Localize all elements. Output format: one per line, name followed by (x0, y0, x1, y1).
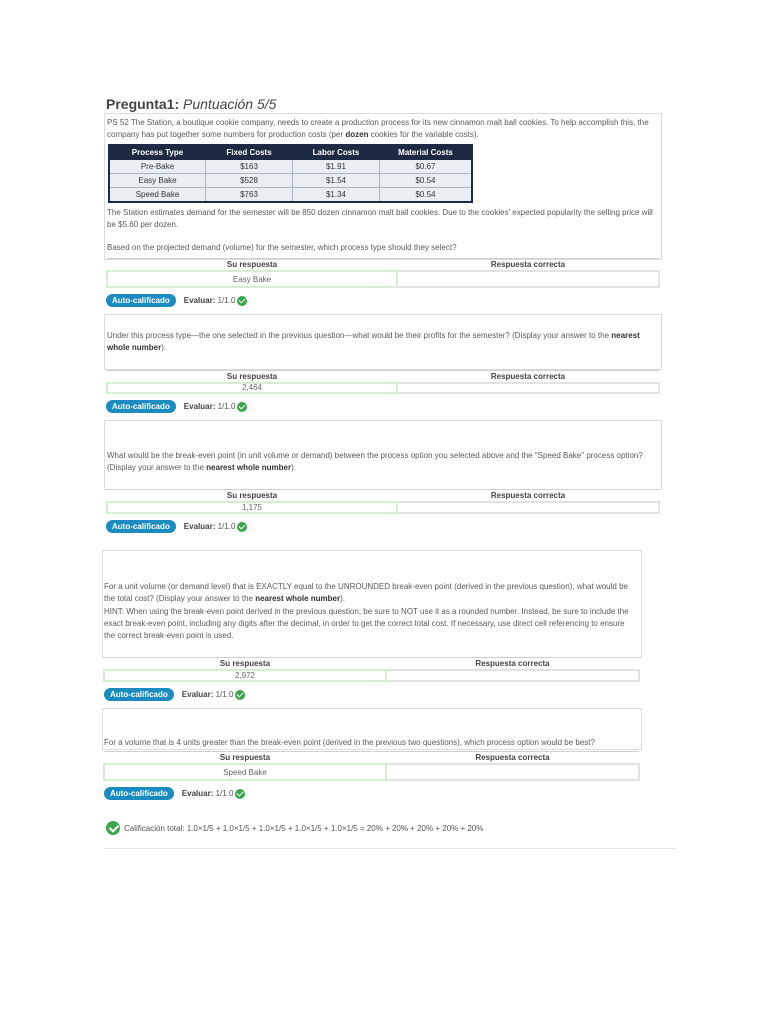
auto-graded-badge: Auto-calificado (106, 400, 176, 413)
your-answer-header: Su respuesta (107, 259, 397, 272)
grading-row-1 (106, 294, 247, 307)
correct-answer-value (386, 670, 639, 681)
auto-graded-badge: Auto-calificado (106, 294, 176, 307)
evaluation-score: Evaluar: 1/1.0 (181, 690, 234, 699)
correct-answer-value (397, 271, 659, 287)
page-title (106, 96, 276, 112)
grading-row-4 (104, 688, 245, 701)
total-score-text: Calificación total: 1.0×1/5 + 1.0×1/5 + 1.0×1/5 + 1.0×1/5 + 1.0×1/5 = 20% + 20% + 20% + 20% + 20% (124, 823, 484, 833)
evaluation-score: Evaluar: 1/1.0 (183, 522, 236, 531)
auto-graded-badge: Auto-calificado (104, 688, 174, 701)
auto-graded-badge: Auto-calificado (104, 787, 174, 800)
grading-row-3 (106, 520, 247, 533)
check-icon (237, 296, 247, 306)
check-icon (237, 402, 247, 412)
table-row: Easy Bake $528 $1.54 $0.54 (109, 174, 472, 188)
divider (104, 848, 676, 849)
grading-row-5 (104, 787, 245, 800)
correct-answer-header: Respuesta correcta (397, 259, 659, 272)
check-icon (235, 789, 245, 799)
cost-table-header: Process Type Fixed Costs Labor Costs Material Costs (109, 145, 472, 160)
answer-table-3: Su respuesta Respuesta correcta 1,175 (106, 489, 660, 514)
correct-answer-value (397, 502, 659, 513)
correct-answer-value (386, 764, 639, 780)
question-3-text: What would be the break-even point (in unit volume or demand) between the process option you selected above and the "Speed Bake" process option? (Display your answer to the nearest whole number). (107, 451, 643, 472)
check-icon (235, 690, 245, 700)
score-label: Puntuación 5/5 (183, 96, 277, 112)
evaluation-score: Evaluar: 1/1.0 (183, 402, 236, 411)
answer-table-1 (106, 258, 660, 288)
correct-answer-value (397, 383, 659, 393)
your-answer-value: 2,464 (107, 383, 397, 393)
question-1-demand: The Station estimates demand for the semester will be 850 dozen cinnamon malt ball cookies. Due to the cookies' expected popularity the selling price will be $5.60 per dozen. (107, 208, 653, 229)
check-icon (237, 522, 247, 532)
question-number: Pregunta1: (106, 96, 180, 112)
table-row: Pre-Bake $163 $1.91 $0.67 (109, 160, 472, 174)
check-icon (106, 821, 120, 835)
your-answer-value: Easy Bake (107, 271, 397, 287)
answer-table-5: Su respuesta Respuesta correcta Speed Bake (103, 751, 640, 781)
evaluation-score: Evaluar: 1/1.0 (183, 296, 236, 305)
cost-table (108, 144, 473, 203)
grading-row-2 (106, 400, 247, 413)
question-4-text: For a unit volume (or demand level) that is EXACTLY equal to the UNROUNDED break-even point (derived in the previous question), what would be the total cost? (Display your answer to the nearest whole number). (104, 582, 628, 603)
total-score-row (104, 821, 483, 835)
question-4-hint: HINT: When using the break-even point derived in the previous question, be sure to NOT use it as a rounded number. Instead, be sure to include the exact break-even point, including any digits after the decimal, in order to get the correct total cost. If necessary, use direct cell referencing to ensure the correct break-even point is used. (104, 607, 629, 640)
question-5-text: For a volume that is 4 units greater than the break-even point (derived in the previous two questions), which process option would be best? (104, 738, 595, 747)
answer-table-2: Su respuesta Respuesta correcta 2,464 (106, 370, 660, 394)
auto-graded-badge: Auto-calificado (106, 520, 176, 533)
answer-table-4: Su respuesta Respuesta correcta 2,972 (103, 657, 640, 682)
question-1-prompt: Based on the projected demand (volume) for the semester, which process type should they select? (107, 243, 457, 252)
question-2-text: Under this process type—the one selected in the previous question—what would be their profits for the semester? (Display your answer to the nearest whole number). (107, 331, 640, 352)
your-answer-value: 2,972 (104, 670, 386, 681)
question-1-intro: PS 52 The Station, a boutique cookie company, needs to create a production process for its new cinnamon malt ball cookies. To help accomplish this, the company has put together some numbers for production costs (per dozen cookies for the variable costs). (107, 118, 649, 139)
table-row: Speed Bake $763 $1.34 $0.54 (109, 188, 472, 203)
evaluation-score: Evaluar: 1/1.0 (181, 789, 234, 798)
your-answer-value: 1,175 (107, 502, 397, 513)
your-answer-value: Speed Bake (104, 764, 386, 780)
